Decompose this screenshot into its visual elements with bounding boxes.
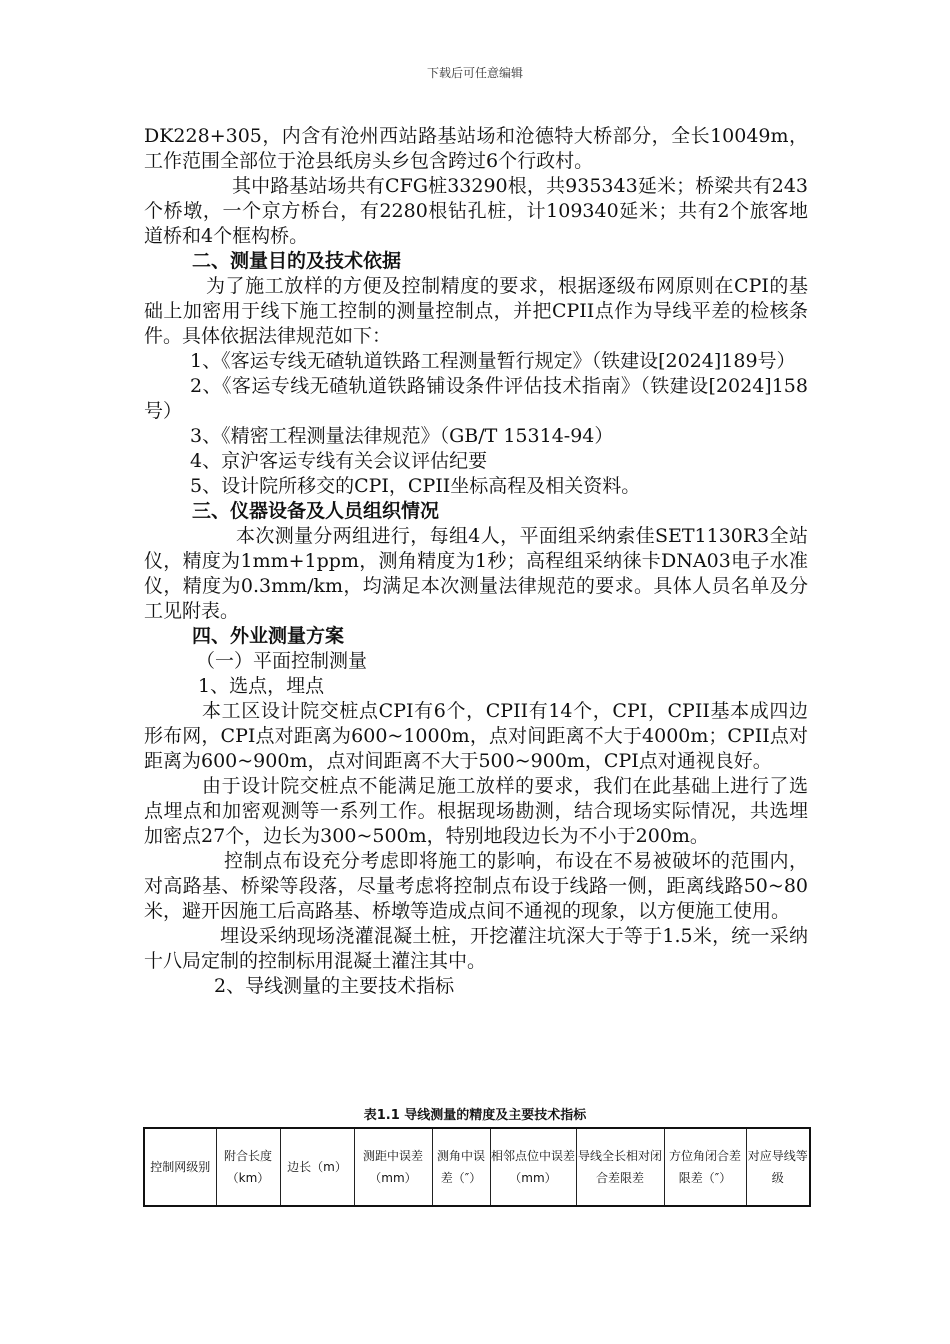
- paragraph: DK228+305，内含有沧州西站路基站场和沧德特大桥部分，全长10049m，工作范围全部位于沧县纸房头乡包含跨过6个行政村。: [144, 125, 808, 172]
- subsection-heading: （一）平面控制测量: [196, 650, 368, 672]
- spec-table: [143, 1127, 811, 1207]
- table-header-cell: 导线全长相对闭合差限差: [576, 1128, 664, 1206]
- table-caption: 表1.1 导线测量的精度及主要技术指标: [363, 1108, 587, 1123]
- section-heading: 二、测量目的及技术依据: [192, 250, 402, 272]
- paragraph: 由于设计院交桩点不能满足施工放样的要求，我们在此基础上进行了选点埋点和加密观测等一系列工作。根据现场勘测，结合现场实际情况，共选埋加密点27个，边长为300~500m，特别地段边长为不小于200m。: [144, 775, 808, 847]
- subsection-heading: 2、导线测量的主要技术指标: [214, 975, 455, 997]
- paragraph: 本工区设计院交桩点CPI有6个，CPII有14个，CPI，CPII基本成四边形布网，CPI点对距离为600~1000m，点对间距离不大于4000m；CPII点对距离为600~900m，点对间距离不大于500~900m，CPI点对通视良好。: [144, 700, 808, 772]
- document-body: [144, 124, 808, 999]
- reference-item: 3、《精密工程测量法律规范》（GB/T 15314-94）: [190, 425, 614, 447]
- subsection-heading: 1、选点，埋点: [198, 675, 325, 697]
- table-header-cell: 相邻点位中误差（mm）: [490, 1128, 576, 1206]
- table-header-cell: 控制网级别: [144, 1128, 216, 1206]
- table-header-cell: 测距中误差（mm）: [354, 1128, 432, 1206]
- table-header-cell: 附合长度（km）: [216, 1128, 280, 1206]
- paragraph: 本次测量分两组进行，每组4人，平面组采纳索佳SET1130R3全站仪，精度为1mm+1ppm，测角精度为1秒；高程组采纳徕卡DNA03电子水准仪，精度为0.3mm/km，均满足本次测量法律规范的要求。具体人员名单及分工见附表。: [144, 525, 808, 622]
- reference-item: 4、京沪客运专线有关会议评估纪要: [190, 450, 488, 472]
- paragraph: 为了施工放样的方便及控制精度的要求，根据逐级布网原则在CPI的基础上加密用于线下施工控制的测量控制点，并把CPII点作为导线平差的检核条件。具体依据法律规范如下：: [144, 275, 808, 347]
- table-header-row: [144, 1128, 810, 1206]
- reference-item: 1、《客运专线无碴轨道铁路工程测量暂行规定》（铁建设[2024]189号）: [190, 350, 796, 372]
- section-heading: 四、外业测量方案: [192, 625, 345, 647]
- table-header-cell: 方位角闭合差限差（″）: [664, 1128, 746, 1206]
- paragraph: 控制点布设充分考虑即将施工的影响，布设在不易被破坏的范围内，对高路基、桥梁等段落，尽量考虑将控制点布设于线路一侧，距离线路50~80米，避开因施工后高路基、桥墩等造成点间不通视的现象，以方便施工使用。: [144, 850, 808, 922]
- page-header: 下载后可任意编辑: [426, 66, 523, 80]
- reference-item: 5、设计院所移交的CPI，CPII坐标高程及相关资料。: [190, 475, 641, 497]
- table-header-cell: 边长（m）: [280, 1128, 354, 1206]
- paragraph: 埋设采纳现场浇灌混凝土桩，开挖灌注坑深大于等于1.5米，统一采纳十八局定制的控制标用混凝土灌注其中。: [144, 925, 808, 972]
- section-heading: 三、仪器设备及人员组织情况: [192, 500, 440, 522]
- paragraph: 其中路基站场共有CFG桩33290根，共935343延米；桥梁共有243个桥墩，一个京方桥台，有2280根钻孔桩，计109340延米；共有2个旅客地道桥和4个框构桥。: [144, 175, 808, 247]
- table-header-cell: 对应导线等级: [746, 1128, 810, 1206]
- reference-item: 2、《客运专线无碴轨道铁路铺设条件评估技术指南》（铁建设[2024]158号）: [144, 375, 808, 422]
- table-header-cell: 测角中误差（″）: [432, 1128, 490, 1206]
